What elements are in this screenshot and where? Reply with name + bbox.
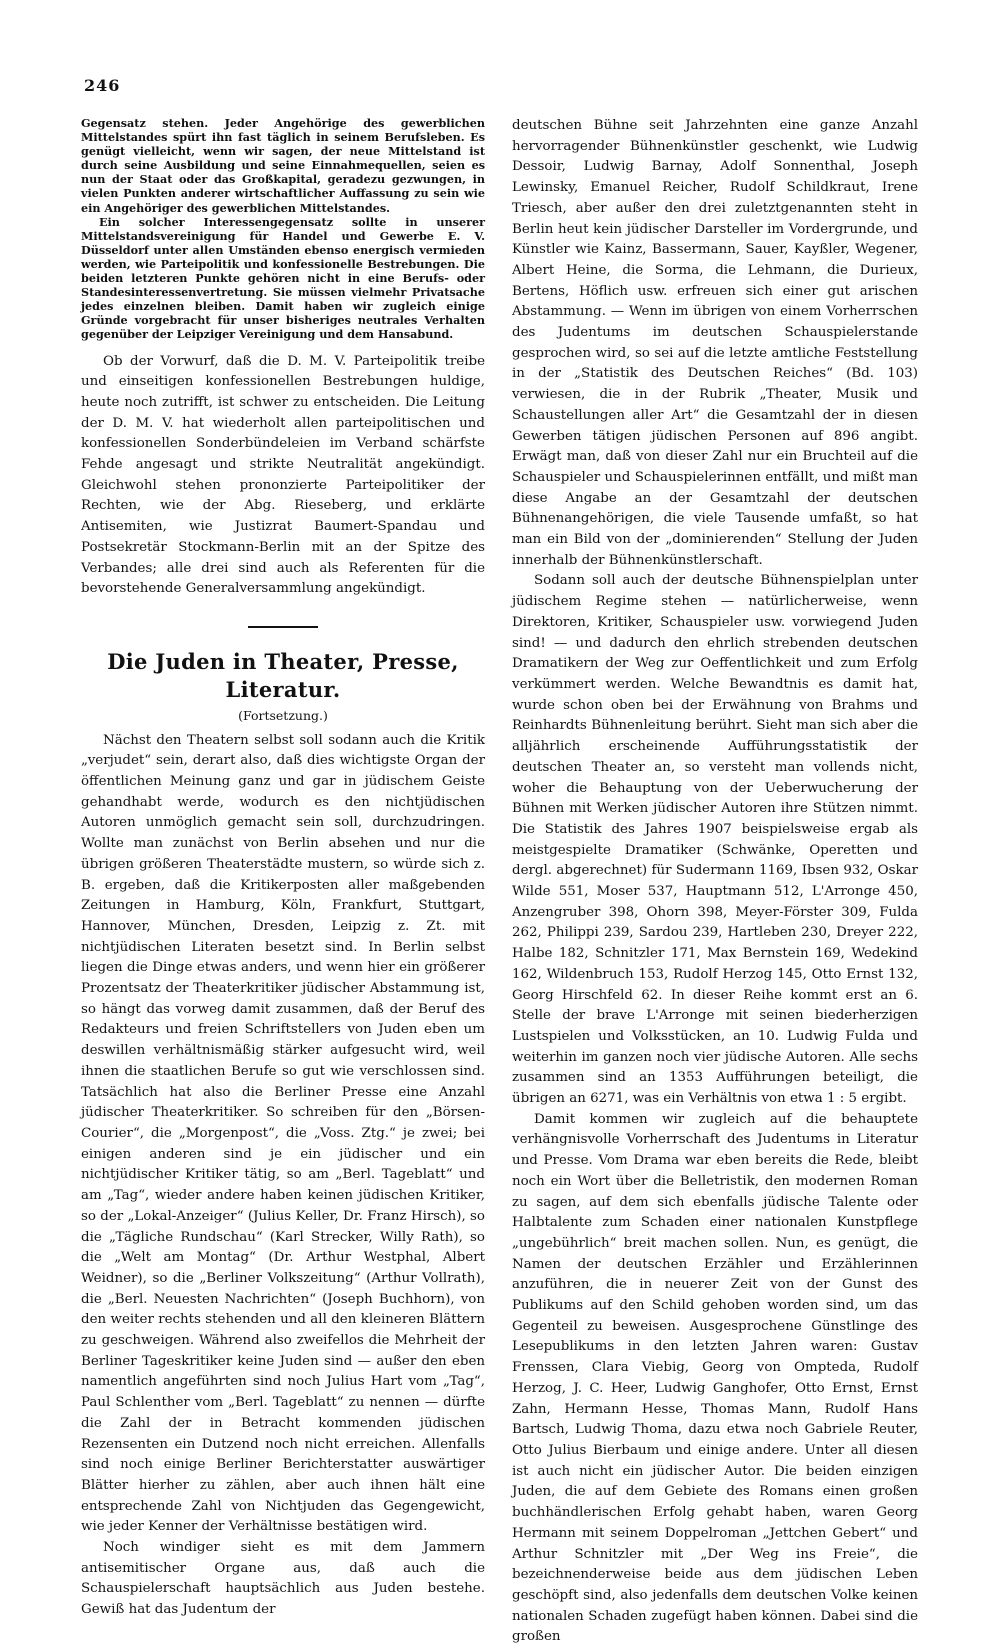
page-number: 246 <box>84 76 121 95</box>
left-column <box>81 116 485 1621</box>
body-paragraph: Noch windiger sieht es mit dem Jammern antisemitischer Organe aus, daß auch die Schauspielerschaft hauptsächlich aus Juden bestehe. Gewiß hat das Judentum der <box>81 1540 485 1618</box>
small-paragraph: Gegensatz stehen. Jeder Angehörige des gewerblichen Mittelstandes spürt ihn fast täglich in seinem Berufsleben. Es genügt vielleicht, wenn wir sagen, der neue Mittelstand ist durch seine Ausbildung und seine Einnahmequellen, seien es nun der Staat oder das Großkapital, geradezu gezwungen, in vielen Punkten anderer wirtschaftlicher Auffassung zu sein wie ein Angehöriger des gewerblichen Mittelstandes. <box>81 116 485 215</box>
body-paragraph: Ob der Vorwurf, daß die D. M. V. Parteipolitik treibe und einseitigen konfessionellen Bestrebungen huldige, heute noch zutrifft, ist schwer zu entscheiden. Die Leitung der D. M. V. hat wiederholt allen parteipolitischen und konfessionellen Sonderbündeleien im Verband schärfste Fehde angesagt und strikte Neutralität angekündigt. Gleichwohl stehen prononzierte Parteipolitiker der Rechten, wie der Abg. Rieseberg, und erklärte Antisemiten, wie Justizrat Baumert-Spandau und Postsekretär Stockmann-Berlin mit an der Spitze des Verbandes; alle drei sind auch als Referenten für die bevorstehende Generalversammlung angekündigt. <box>81 353 485 597</box>
body-paragraph: Damit kommen wir zugleich auf die behauptete verhängnisvolle Vorherrschaft des Judentums in Literatur und Presse. Vom Drama war eben bereits die Rede, bleibt noch ein Wort über die Belletristik, den modernen Roman zu sagen, auf dem sich ebenfalls jüdische Talente oder Halbtalente zum Schaden einer nationalen Kunstpflege „ungebührlich“ breit machen sollen. Nun, es genügt, die Namen der deutschen Erzähler und Erzählerinnen anzuführen, die in neuerer Zeit von der Gunst des Publikums auf den Schild gehoben worden sind, um das Gegenteil zu beweisen. Ausgesprochene Günstlinge des Lesepublikums in den letzten Jahren waren: Gustav Frenssen, Clara Viebig, Georg von Ompteda, Rudolf Herzog, J. C. Heer, Ludwig Ganghofer, Otto Ernst, Ernst Zahn, Hermann Hesse, Thomas Mann, Rudolf Hans Bartsch, Ludwig Thoma, dazu etwa noch Gabriele Reuter, Otto Julius Bierbaum und einige andere. Unter all diesen ist auch nicht ein jüdischer Autor. Die beiden einzigen Juden, die auf dem Gebiete des Romans einen großen buchhändlerischen Erfolg gehabt haben, waren Georg Hermann mit seinem Doppelroman „Jettchen Gebert“ und Arthur Schnitzler mit „Der Weg ins Freie“, die bezeichnenderweise beide aus dem jüdischen Leben geschöpft sind, also jedenfalls dem deutschen Volke keinen nationalen Schaden zugefügt haben können. Dabei sind die großen <box>512 1111 918 1645</box>
body-paragraph: Nächst den Theatern selbst soll sodann auch die Kritik „verjudet“ sein, derart also, daß dies wichtigste Organ der öffentlichen Meinung ganz und gar in jüdischem Geiste gehandhabt werde, wodurch es den nichtjüdischen Autoren unmöglich gemacht sein soll, durchzudringen. Wollte man zunächst von Berlin absehen und nur die übrigen größeren Theaterstädte mustern, so würde sich z. B. ergeben, daß die Kritikerposten aller maßgebenden Zeitungen in Hamburg, Köln, Frankfurt, Stuttgart, Hannover, München, Dresden, Leipzig z. Zt. mit nichtjüdischen Literaten besetzt sind. In Berlin selbst liegen die Dinge etwas anders, und wenn hier ein größerer Prozentsatz der Theaterkritiker jüdischer Abstammung ist, so hängt das vorweg damit zusammen, daß der Beruf des Redakteurs und freien Schriftstellers von Juden eben um deswillen verhältnismäßig stärker aufgesucht wird, weil ihnen die staatlichen Berufe so gut wie verschlossen sind. Tatsächlich hat also die Berliner Presse eine Anzahl jüdischer Theaterkritiker. So schreiben für den „Börsen-Courier“, die „Morgenpost“, die „Voss. Ztg.“ je zwei; bei einigen anderen sind je ein jüdischer und ein nichtjüdischer Kritiker tätig, so am „Berl. Tageblatt“ und am „Tag“, wieder andere haben keinen jüdischen Kritiker, so der „Lokal-Anzeiger“ (Julius Keller, Dr. Franz Hirsch), so die „Tägliche Rundschau“ (Karl Strecker, Willy Rath), so die „Welt am Montag“ (Dr. Arthur Westphal, Albert Weidner), so die „Berliner Volkszeitung“ (Arthur Vollrath), die „Berl. Neuesten Nachrichten“ (Joseph Buchhorn), von den weiter rechts stehenden und all den kleineren Blättern zu geschweigen. Während also zweifellos die Mehrheit der Berliner Tageskritiker keine Juden sind — außer den eben namentlich angeführten sind noch Julius Hart vom „Tag“, Paul Schlenther vom „Berl. Tageblatt“ zu nennen — dürfte die Zahl der in Betracht kommenden jüdischen Rezensenten ein Dutzend noch nicht erreichen. Allenfalls sind noch einige Berliner Berichterstatter auswärtiger Blätter hierher zu zählen, aber auch ihnen hält eine entsprechende Zahl von Nichtjuden das Gegengewicht, wie jeder Kenner der Verhältnisse bestätigen wird. <box>81 732 485 1535</box>
continuation-note: (Fortsetzung.) <box>238 707 328 723</box>
small-print-section <box>81 116 485 342</box>
body-paragraph: deutschen Bühne seit Jahrzehnten eine ganze Anzahl hervorragender Bühnenkünstler geschenkt, wie Ludwig Dessoir, Ludwig Barnay, Adolf Sonnenthal, Joseph Lewinsky, Emanuel Reicher, Rudolf Schildkraut, Irene Triesch, aber außer den drei zuletztgenannten steht in Berlin heut kein jüdischer Darsteller im Vordergrunde, und Künstler wie Kainz, Bassermann, Sauer, Kayßler, Wegener, Albert Heine, die Sorma, die Lehmann, die Durieux, Bertens, Höflich usw. erfreuen sich einer gut arischen Abstammung. — Wenn im übrigen von einem Vorherrschen des Judentums im deutschen Schauspielerstande gesprochen wird, so sei auf die letzte amtliche Feststellung in der „Statistik des Deutschen Reiches“ (Bd. 103) verwiesen, die in der Rubrik „Theater, Musik und Schaustellungen aller Art“ die Gesamtzahl der in diesen Gewerben tätigen jüdischen Personen auf 896 angibt. Erwägt man, daß von dieser Zahl nur ein Bruchteil auf die Schauspieler und Schauspielerinnen entfällt, und mißt man diese Angabe an der Gesamtzahl der deutschen Bühnenangehörigen, die viele Tausende umfaßt, so hat man ein Bild von der „dominierenden“ Stellung der Juden innerhalb der Bühnenkünstlerschaft. <box>512 118 918 568</box>
section-divider <box>248 626 318 628</box>
right-column <box>512 116 918 1648</box>
body-paragraph: Sodann soll auch der deutsche Bühnenspielplan unter jüdischem Regime stehen — natürlicherweise, wenn Direktoren, Kritiker, Schauspieler usw. vorwiegend Juden sind! — und dadurch den ehrlich strebenden deutschen Dramatikern der Weg zur Oeffentlichkeit und zum Erfolg verkümmert werden. Welche Bewandtnis es damit hat, wurde schon oben bei der Erwähnung von Brahms und Reinhardts Bühnenleitung berührt. Sieht man sich aber die alljährlich erscheinende Aufführungsstatistik der deutschen Theater an, so versteht man vollends nicht, woher die Behauptung von der Ueberwucherung der Bühnen mit Werken jüdischer Autoren ihre Stützen nimmt. Die Statistik des Jahres 1907 beispielsweise ergab als meistgespielte Dramatiker (Schwänke, Operetten und dergl. abgerechnet) für Sudermann 1169, Ibsen 932, Oskar Wilde 551, Moser 537, Hauptmann 512, L'Arronge 450, Anzengruber 398, Ohorn 398, Meyer-Förster 309, Fulda 262, Philippi 239, Sardou 239, Hartleben 230, Dreyer 222, Halbe 182, Schnitzler 171, Max Bernstein 169, Wedekind 162, Wildenbruch 153, Rudolf Herzog 145, Otto Ernst 132, Georg Hirschfeld 62. In dieser Reihe kommt erst an 6. Stelle der brave L'Arronge mit seinen biederherzigen Lustspielen und Volksstücken, an 10. Ludwig Fulda und weiterhin im ganzen noch vier jüdische Autoren. Alle sechs zusammen sind an 1353 Aufführungen beteiligt, die übrigen an 6271, was ein Verhältnis von etwa 1 : 5 ergibt. <box>512 573 918 1107</box>
small-paragraph: Ein solcher Interessengegensatz sollte in unserer Mittelstandsvereinigung für Handel und Gewerbe E. V. Düsseldorf unter allen Umständen ebenso energisch vermieden werden, wie Parteipolitik und konfessionelle Bestrebungen. Die beiden letzteren Punkte gehören nicht in eine Berufs- oder Standesinteressenvertretung. Sie müssen vielmehr Privatsache jedes einzelnen bleiben. Damit haben wir zugleich einige Gründe vorgebracht für unser bisheriges neutrales Verhalten gegenüber der Leipziger Vereinigung und dem Hansabund. <box>81 214 485 342</box>
article-title: Die Juden in Theater, Presse, Literatur. <box>107 648 459 702</box>
